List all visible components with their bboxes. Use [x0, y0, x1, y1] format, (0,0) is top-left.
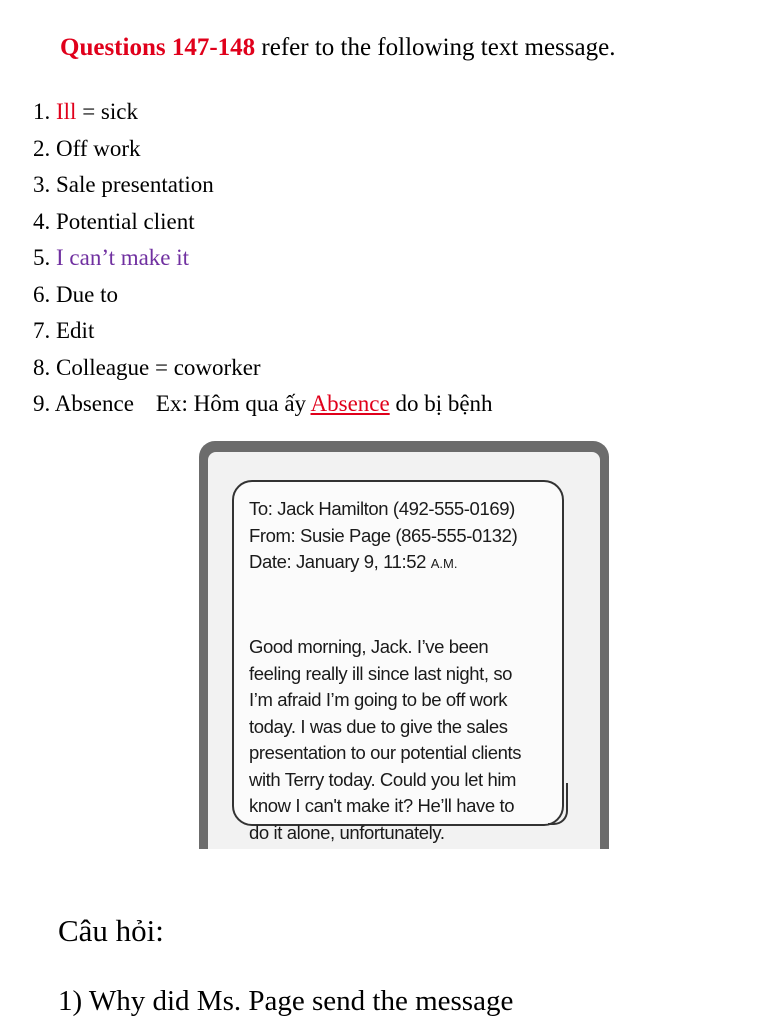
- vocab-term: Potential client: [56, 208, 195, 234]
- vocab-list: [33, 94, 493, 423]
- vocab-item: 2. Off work: [33, 135, 141, 161]
- message-body: [249, 634, 521, 846]
- message-line: presentation to our potential clients: [249, 742, 522, 763]
- message-to: To: Jack Hamilton (492-555-0169): [249, 498, 515, 519]
- vocab-item: 9. Absence Ex: Hôm qua ấy Absence do bị bệnh: [33, 391, 493, 416]
- vocab-item: 5. I can’t make it: [33, 245, 190, 270]
- message-line: with Terry today. Could you let him: [249, 768, 517, 790]
- section-heading: [60, 30, 615, 66]
- questions-range: Questions 147-148: [60, 34, 256, 61]
- vocab-item: 6. Due to: [33, 281, 118, 307]
- vocab-term: Due to: [56, 281, 118, 307]
- example-label: Ex: Hôm qua ấy: [155, 391, 307, 416]
- vocab-term: Off work: [56, 135, 141, 161]
- message-header: [249, 496, 517, 576]
- message-bubble: [232, 480, 564, 843]
- vocab-term: Sale presentation: [56, 172, 214, 197]
- vocab-term: Ill: [56, 99, 77, 124]
- questions-label: Câu hỏi:: [58, 913, 164, 948]
- vocab-term: Colleague = coworker: [56, 354, 261, 380]
- vocab-item: 7. Edit: [33, 318, 95, 343]
- vocab-item: 3. Sale presentation: [33, 172, 214, 197]
- vocab-term: Absence: [54, 391, 134, 416]
- message-line: know I can't make it? He’ll have to: [249, 795, 515, 816]
- message-line: Good morning, Jack. I’ve been: [249, 636, 489, 657]
- text-message-image: [199, 441, 609, 849]
- vocab-item: 1. Ill = sick: [33, 99, 138, 124]
- vocab-item: 4. Potential client: [33, 208, 195, 234]
- question-1: 1) Why did Ms. Page send the message: [58, 985, 514, 1017]
- heading-text: refer to the following text message.: [255, 34, 616, 61]
- message-line: today. I was due to give the sales: [249, 715, 508, 737]
- example-rest: do bị bệnh: [395, 391, 493, 416]
- vocab-term: I can’t make it: [56, 245, 190, 270]
- vocab-item: 8. Colleague = coworker: [33, 354, 261, 380]
- vocab-term: Edit: [56, 318, 95, 343]
- example-word: Absence: [310, 391, 390, 416]
- message-from: From: Susie Page (865-555-0132): [249, 524, 518, 546]
- phone-screen: [208, 452, 600, 849]
- message-line: feeling really ill since last night, so: [249, 662, 513, 684]
- message-line: do it alone, unfortunately.: [249, 821, 445, 843]
- bubble-tail: [548, 783, 568, 825]
- message-line: I’m afraid I’m going to be off work: [249, 689, 508, 710]
- message-date: Date: January 9, 11:52 A.M.: [249, 551, 458, 572]
